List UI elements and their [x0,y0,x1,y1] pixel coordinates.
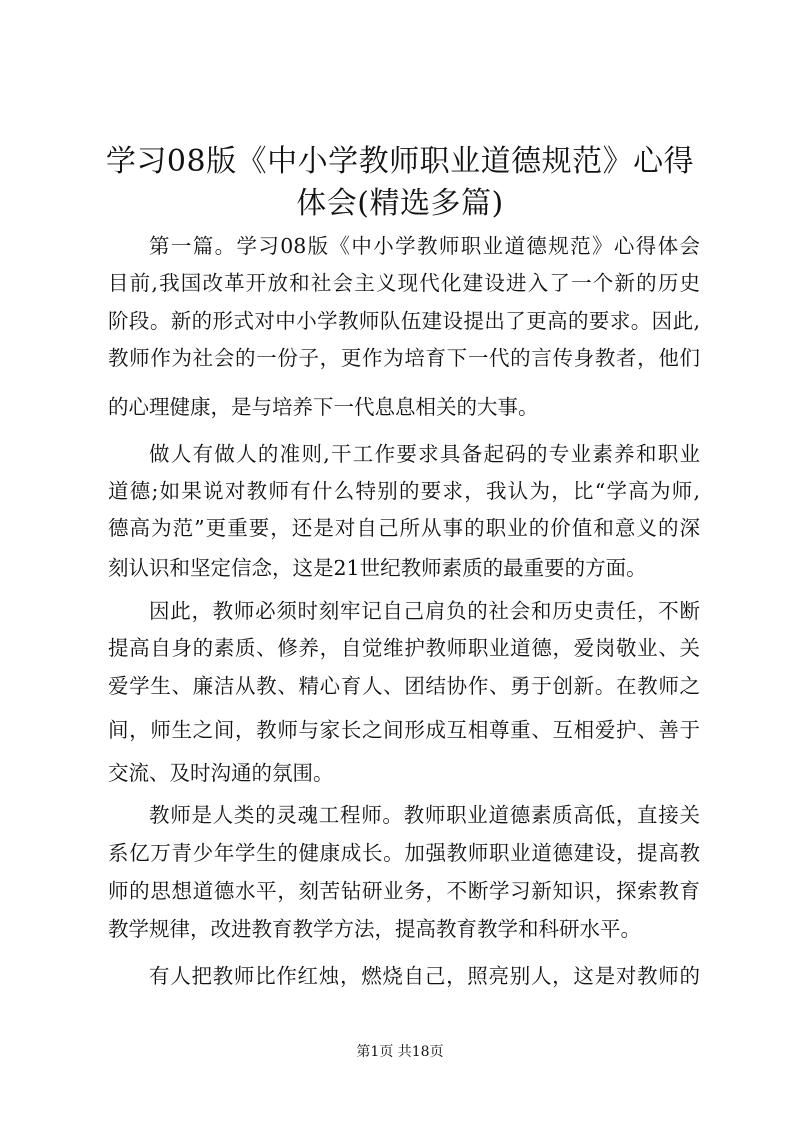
paragraph-line: 道德;如果说对教师有什么特别的要求，我认为，比“学高为师, [108,479,700,503]
paragraph-line: 教师作为社会的一份子，更作为培育下一代的言传身教者，他们 [108,346,700,370]
paragraph-line: 交流、及时沟通的氛围。 [108,761,334,785]
paragraph-line: 师的思想道德水平，刻苦钻研业务，不断学习新知识，探索教育 [108,879,700,903]
paragraph-line: 第一篇。学习08版《中小学教师职业道德规范》心得体会 [149,234,700,258]
paragraph-line: 因此，教师必须时刻牢记自己肩负的社会和历史责任，不断 [149,599,700,623]
paragraph-line: 刻认识和坚定信念，这是21世纪教师素质的最重要的方面。 [108,556,647,580]
paragraph-line: 教师是人类的灵魂工程师。教师职业道德素质高低，直接关 [149,803,700,827]
page-number-footer: 第1页 共18页 [356,1044,444,1060]
paragraph-line: 的心理健康，是与培养下一代息息相关的大事。 [108,395,539,419]
paragraph-line: 有人把教师比作红烛，燃烧自己，照亮别人，这是对教师的 [149,964,700,988]
paragraph-line: 爱学生、廉洁从教、精心育人、团结协作、勇于创新。在教师之 [108,674,700,698]
paragraph-line: 阶段。新的形式对中小学教师队伍建设提出了更高的要求。因此, [108,309,700,333]
paragraph-line: 德高为范”更重要，还是对自己所从事的职业的价值和意义的深 [108,516,700,540]
document-title-line-2: 体会(精选多篇) [296,186,504,221]
paragraph-line: 间，师生之间，教师与家长之间形成互相尊重、互相爱护、善于 [108,718,700,742]
paragraph-line: 做人有做人的准则,干工作要求具备起码的专业素养和职业 [149,442,700,466]
paragraph-line: 目前,我国改革开放和社会主义现代化建设进入了一个新的历史 [108,271,700,295]
paragraph-line: 教学规律，改进教育教学方法，提高教育教学和科研水平。 [108,917,641,941]
document-title-line-1: 学习08版《中小学教师职业道德规范》心得 [105,144,695,179]
paragraph-line: 提高自身的素质、修养，自觉维护教师职业道德，爱岗敬业、关 [108,636,700,660]
paragraph-line: 系亿万青少年学生的健康成长。加强教师职业道德建设，提高教 [108,841,700,865]
